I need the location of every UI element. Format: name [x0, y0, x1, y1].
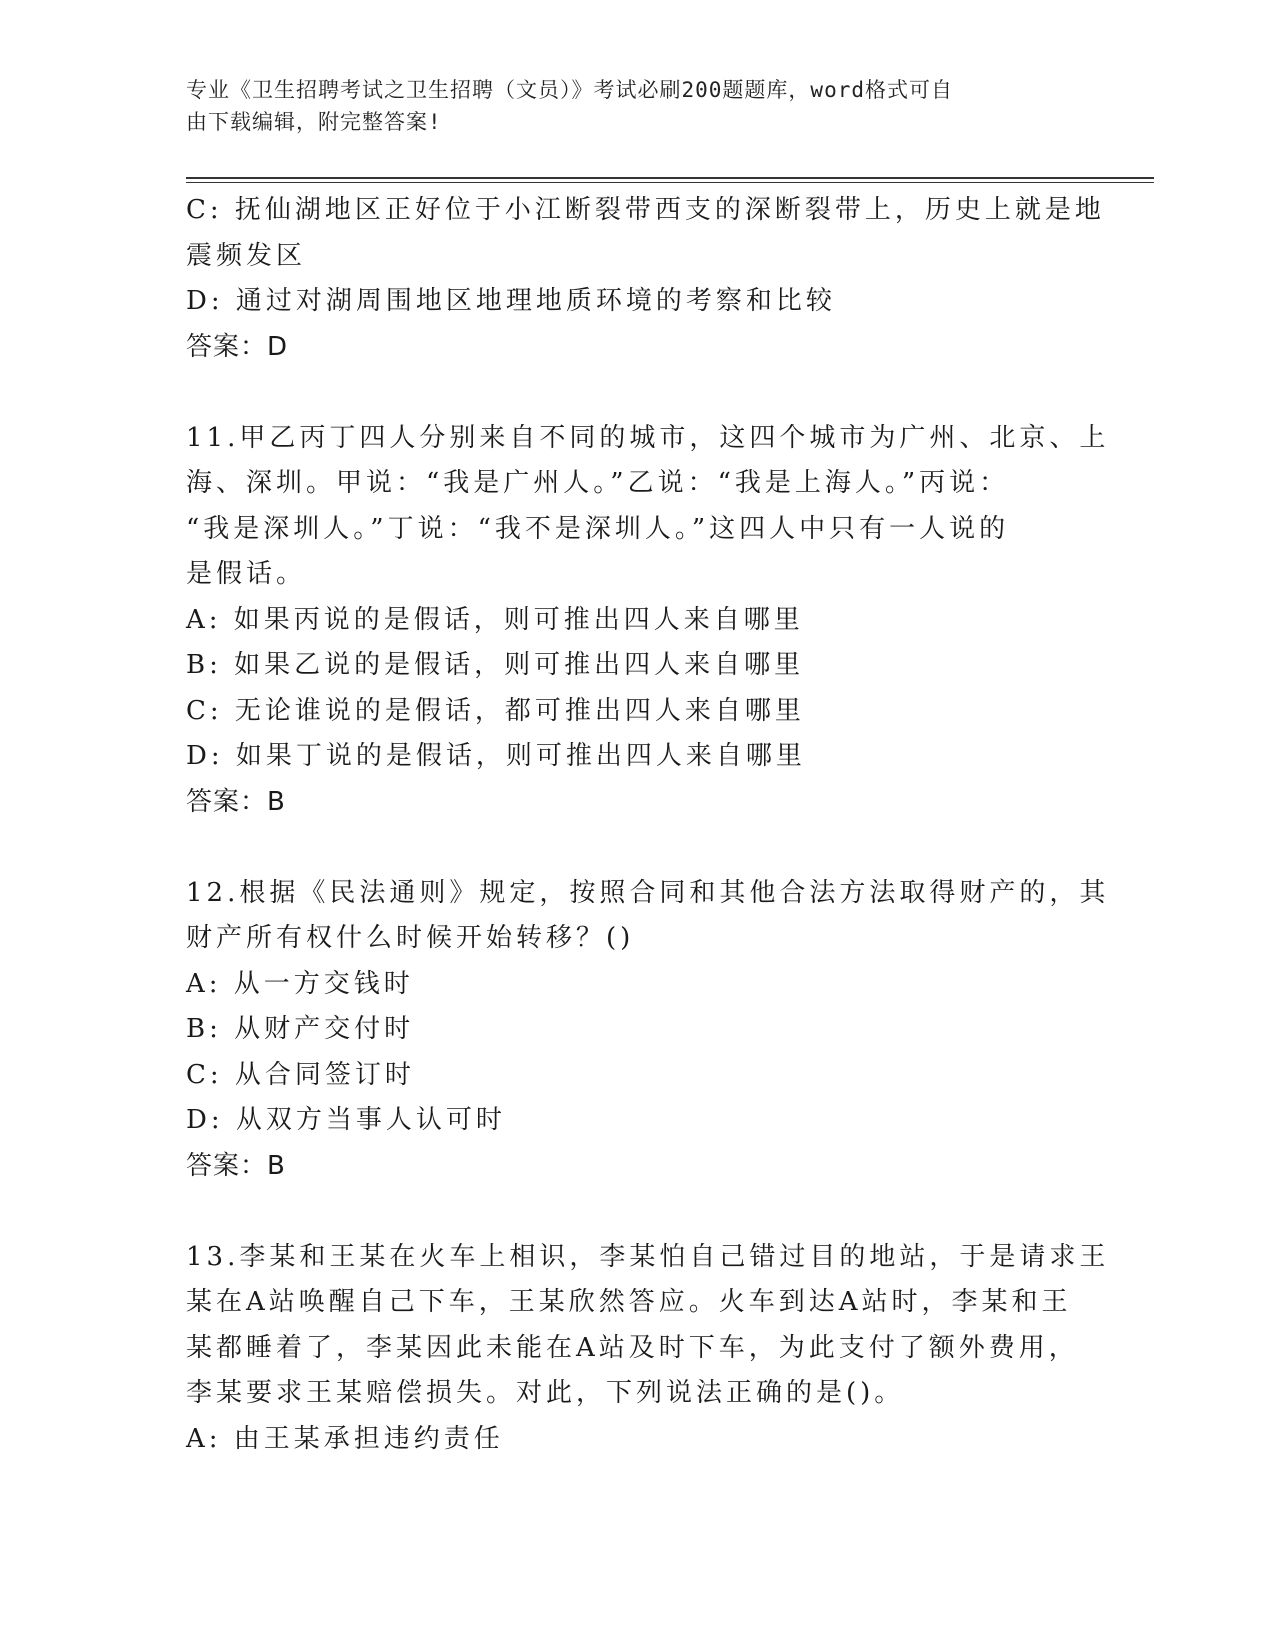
answer-line: 答案：B — [186, 1150, 286, 1181]
option-c: C: 无论谁说的是假话，都可推出四人来自哪里 — [186, 695, 805, 726]
question-stem-line: 13.李某和王某在火车上相识，李某怕自己错过目的地站，于是请求王 — [186, 1241, 1110, 1272]
option-c: C: 抚仙湖地区正好位于小江断裂带西支的深断裂带上，历史上就是地 — [186, 195, 1105, 225]
question-stem-line: 财产所有权什么时候开始转移？() — [186, 923, 635, 953]
question-11 — [186, 416, 1110, 826]
question-stem-line: 12.根据《民法通则》规定，按照合同和其他合法方法取得财产的，其 — [186, 877, 1110, 908]
question-12 — [186, 871, 1110, 1190]
option-a: A: 从一方交钱时 — [186, 968, 414, 999]
document-header — [186, 74, 1066, 138]
option-d: D: 通过对湖周围地区地理地质环境的考察和比较 — [186, 286, 836, 316]
question-stem-line: 某都睡着了，李某因此未能在A站及时下车，为此支付了额外费用， — [186, 1332, 1079, 1363]
option-b: B: 如果乙说的是假话，则可推出四人来自哪里 — [186, 650, 805, 680]
option-d: D: 如果丁说的是假话，则可推出四人来自哪里 — [186, 741, 806, 771]
previous-question-tail — [186, 188, 1105, 370]
header-line: 由下载编辑，附完整答案! — [186, 110, 442, 134]
question-stem-line: 11.甲乙丙丁四人分别来自不同的城市，这四个城市为广州、北京、上 — [186, 422, 1110, 453]
question-stem-line: 是假话。 — [186, 559, 307, 589]
spacer — [186, 370, 1076, 416]
option-a: A: 由王某承担违约责任 — [186, 1423, 504, 1454]
question-13 — [186, 1235, 1110, 1463]
option-c-continued: 震频发区 — [186, 240, 307, 271]
spacer — [186, 825, 1076, 871]
option-c: C: 从合同签订时 — [186, 1059, 415, 1090]
question-stem-line: “我是深圳人。”丁说：“我不是深圳人。”这四人中只有一人说的 — [186, 513, 1010, 544]
answer-line: 答案：B — [186, 786, 286, 817]
answer-line: 答案：D — [186, 331, 289, 362]
header-line: 专业《卫生招聘考试之卫生招聘（文员）》考试必刷200题题库，word格式可自 — [186, 78, 953, 102]
spacer — [186, 1189, 1076, 1235]
header-divider-thin — [186, 182, 1154, 183]
option-b: B: 从财产交付时 — [186, 1014, 415, 1044]
question-content — [186, 188, 1110, 1462]
option-d: D: 从双方当事人认可时 — [186, 1105, 506, 1135]
question-stem-line: 某在A站唤醒自己下车，王某欣然答应。火车到达A站时，李某和王 — [186, 1287, 1072, 1317]
header-divider — [186, 177, 1154, 179]
question-stem-line: 海、深圳。甲说：“我是广州人。”乙说：“我是上海人。”丙说： — [186, 468, 1010, 498]
option-a: A: 如果丙说的是假话，则可推出四人来自哪里 — [186, 604, 804, 635]
question-stem-line: 李某要求王某赔偿损失。对此，下列说法正确的是()。 — [186, 1378, 905, 1408]
